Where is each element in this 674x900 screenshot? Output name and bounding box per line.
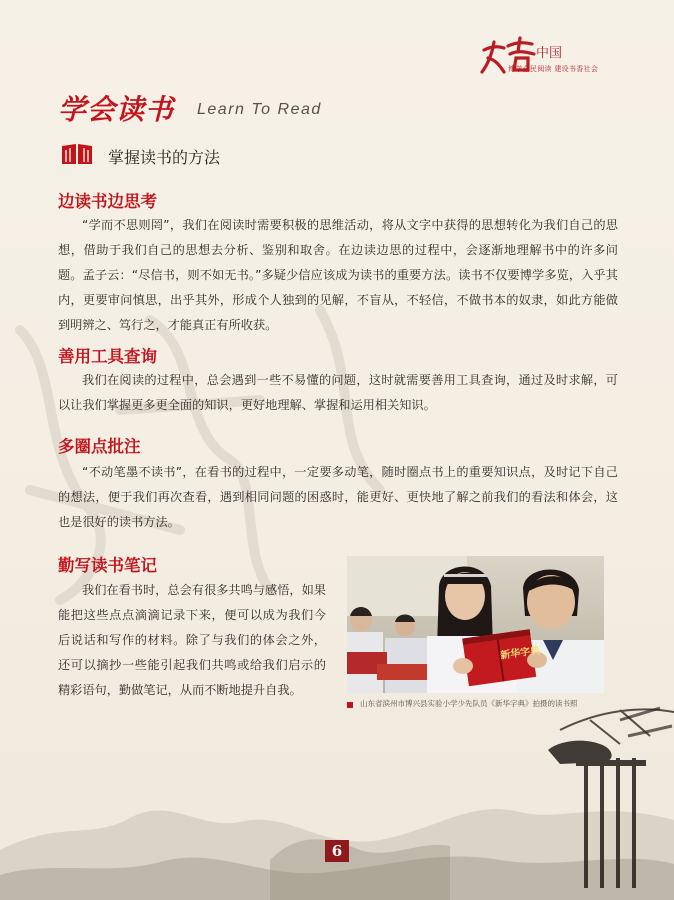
subsection-body-annotate: “不动笔墨不读书”，在看书的过程中，一定要多动笔，随时圈点书上的重要知识点，及时记下自己的想法，便于我们再次查看，遇到相同问题的困惑时，能更好、更快地了解之前我们的看法和体会，这也是很好的读书方法。	[58, 465, 618, 529]
subsection-body-notes: 我们在看书时，总会有很多共鸣与感悟，如果能把这些点点滴滴记录下来，便可以成为我们今后说话和写作的材料。除了与我们的体会之外，还可以摘抄一些能引起我们共鸣或给我们启示的精彩语句，勤做笔记，从而不断地提升自我。	[58, 583, 326, 697]
brand-logo	[478, 36, 618, 84]
logo-subtitle: 博学全民阅读 建设书香社会	[508, 65, 599, 73]
book-icon	[60, 142, 96, 166]
section-heading: 掌握读书的方法	[108, 148, 221, 167]
ink-landscape-decoration	[0, 700, 674, 900]
page-title: 学会读书	[58, 93, 175, 126]
page-title-english: Learn To Read	[197, 101, 322, 118]
subsection-heading-tools: 善用工具查询	[58, 347, 157, 366]
photo-caption: 山东省滨州市博兴县实验小学少先队员《新华字典》拍摄的读书照	[360, 699, 578, 708]
page-number: 6	[325, 840, 349, 862]
book-cover-title: 新华字典	[499, 645, 541, 662]
subsection-body-tools: 我们在阅读的过程中，总会遇到一些不易懂的问题，这时就需要善用工具查询，通过及时求解，可以让我们掌握更多更全面的知识，更好地理解、掌握和运用相关知识。	[58, 373, 618, 412]
reading-photo	[347, 556, 604, 693]
subsection-heading-notes: 勤写读书笔记	[58, 556, 157, 575]
subsection-body-think: “学而不思则罔”，我们在阅读时需要积极的思维活动，将从文字中获得的思想转化为我们自己的思想，借助于我们自己的思想去分析、鉴别和取舍。在边读边思的过程中，会逐渐地理解书中的许多问题。孟子云：“尽信书，则不如无书。”多疑少信应该成为读书的重要方法。读书不仅要博学多览，入乎其内，更要审问慎思，出乎其外，形成个人独到的见解，不盲从，不轻信，不做书本的奴隶，如此方能做到明辨之、笃行之，才能真正有所收获。	[58, 218, 618, 332]
students-reading-illustration	[347, 556, 604, 693]
subsection-heading-annotate: 多圈点批注	[58, 437, 141, 456]
logo-text: 中国	[536, 46, 563, 61]
subsection-heading-think: 边读书边思考	[58, 192, 157, 211]
